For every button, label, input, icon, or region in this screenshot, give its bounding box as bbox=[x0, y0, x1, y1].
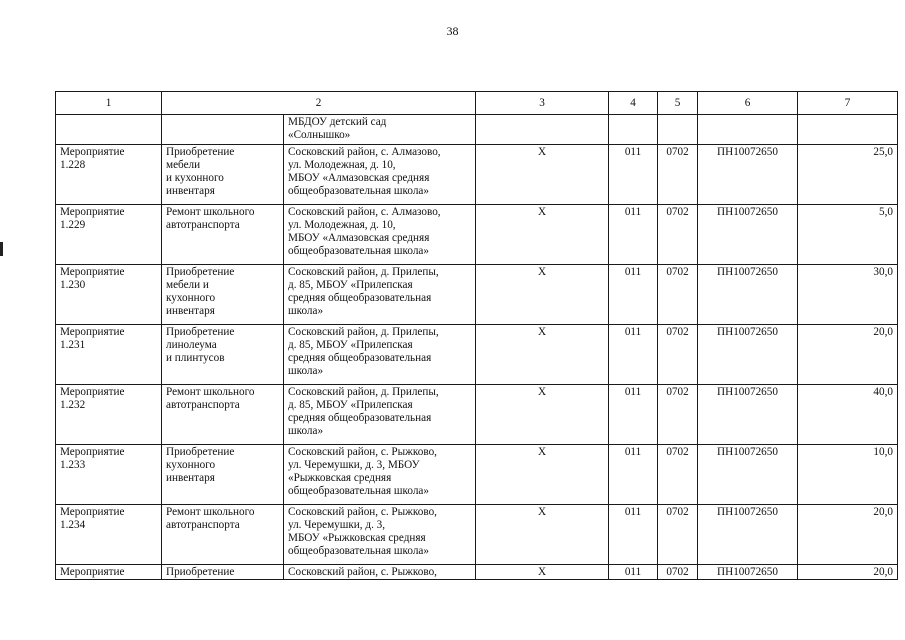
table-cell bbox=[56, 115, 162, 145]
header-cell: 4 bbox=[609, 92, 658, 115]
table-cell bbox=[476, 115, 609, 145]
cell-line: ул. Молодежная, д. 10, bbox=[288, 219, 396, 231]
cell-line: Приобретение bbox=[166, 566, 235, 578]
budget-table bbox=[55, 91, 898, 580]
table-row bbox=[56, 265, 898, 325]
event-name-cell bbox=[162, 265, 284, 325]
cell-line: Мероприятие bbox=[60, 506, 125, 518]
location-cell bbox=[284, 145, 476, 205]
cell-line: общеобразовательная школа» bbox=[288, 485, 429, 497]
col4-cell: 011 bbox=[609, 145, 658, 205]
col6-cell: ПН10072650 bbox=[698, 145, 798, 205]
event-number-cell bbox=[56, 565, 162, 580]
col5-cell: 0702 bbox=[658, 325, 698, 385]
location-cell bbox=[284, 115, 476, 145]
event-number-cell bbox=[56, 325, 162, 385]
page-number: 38 bbox=[446, 24, 459, 38]
col3-cell: Х bbox=[476, 445, 609, 505]
table-row bbox=[56, 145, 898, 205]
cell-line: инвентаря bbox=[166, 185, 215, 197]
event-name-cell bbox=[162, 205, 284, 265]
table-cell bbox=[798, 115, 898, 145]
cell-line: МБДОУ детский сад bbox=[288, 116, 387, 128]
cell-line: 1.228 bbox=[60, 159, 86, 171]
cell-line: средняя общеобразовательная bbox=[288, 412, 432, 424]
table-cell bbox=[609, 115, 658, 145]
cell-line: Сосковский район, д. Прилепы, bbox=[288, 386, 439, 398]
amount-cell: 40,0 bbox=[798, 385, 898, 445]
cell-line: мебели bbox=[166, 159, 201, 171]
col6-cell: ПН10072650 bbox=[698, 565, 798, 580]
cell-line: средняя общеобразовательная bbox=[288, 292, 432, 304]
cell-line: 1.232 bbox=[60, 399, 86, 411]
col4-cell: 011 bbox=[609, 565, 658, 580]
cell-line: ул. Черемушки, д. 3, bbox=[288, 519, 386, 531]
event-name-cell bbox=[162, 445, 284, 505]
cell-line: Мероприятие bbox=[60, 266, 125, 278]
col5-cell: 0702 bbox=[658, 145, 698, 205]
event-number-cell bbox=[56, 205, 162, 265]
cell-line: автотранспорта bbox=[166, 519, 240, 531]
location-cell bbox=[284, 505, 476, 565]
cell-line: «Солнышко» bbox=[288, 129, 351, 141]
col4-cell: 011 bbox=[609, 505, 658, 565]
cell-line: общеобразовательная школа» bbox=[288, 185, 429, 197]
cell-line: инвентаря bbox=[166, 305, 215, 317]
event-number-cell bbox=[56, 145, 162, 205]
location-cell bbox=[284, 445, 476, 505]
cell-line: «Рыжковская средняя bbox=[288, 472, 392, 484]
col5-cell: 0702 bbox=[658, 445, 698, 505]
col5-cell: 0702 bbox=[658, 505, 698, 565]
header-cell: 2 bbox=[162, 92, 476, 115]
cell-line: Сосковский район, с. Рыжково, bbox=[288, 566, 437, 578]
cell-line: 1.231 bbox=[60, 339, 86, 351]
cell-line: Ремонт школьного bbox=[166, 386, 255, 398]
header-cell: 1 bbox=[56, 92, 162, 115]
cell-line: д. 85, МБОУ «Прилепская bbox=[288, 279, 413, 291]
table-row bbox=[56, 445, 898, 505]
col4-cell: 011 bbox=[609, 325, 658, 385]
event-name-cell bbox=[162, 325, 284, 385]
cell-line: Сосковский район, с. Рыжково, bbox=[288, 506, 437, 518]
cell-line: Сосковский район, д. Прилепы, bbox=[288, 326, 439, 338]
cell-line: и плинтусов bbox=[166, 352, 225, 364]
scan-edge-mark bbox=[0, 242, 3, 256]
cell-line: линолеума bbox=[166, 339, 217, 351]
cell-line: д. 85, МБОУ «Прилепская bbox=[288, 399, 413, 411]
col3-cell: Х bbox=[476, 265, 609, 325]
event-name-cell bbox=[162, 145, 284, 205]
cell-line: школа» bbox=[288, 425, 324, 437]
col3-cell: Х bbox=[476, 325, 609, 385]
cell-line: Сосковский район, с. Рыжково, bbox=[288, 446, 437, 458]
event-number-cell bbox=[56, 445, 162, 505]
event-number-cell bbox=[56, 505, 162, 565]
cell-line: Сосковский район, с. Алмазово, bbox=[288, 146, 441, 158]
cell-line: автотранспорта bbox=[166, 219, 240, 231]
cell-line: Приобретение bbox=[166, 266, 235, 278]
cell-line: средняя общеобразовательная bbox=[288, 352, 432, 364]
table-cell bbox=[658, 115, 698, 145]
cell-line: общеобразовательная школа» bbox=[288, 245, 429, 257]
cell-line: мебели и bbox=[166, 279, 209, 291]
cell-line: 1.230 bbox=[60, 279, 86, 291]
amount-cell: 5,0 bbox=[798, 205, 898, 265]
cell-line: автотранспорта bbox=[166, 399, 240, 411]
table-row bbox=[56, 385, 898, 445]
cell-line: 1.234 bbox=[60, 519, 86, 531]
event-number-cell bbox=[56, 265, 162, 325]
cell-line: ул. Молодежная, д. 10, bbox=[288, 159, 396, 171]
cell-line: школа» bbox=[288, 305, 324, 317]
amount-cell: 10,0 bbox=[798, 445, 898, 505]
col5-cell: 0702 bbox=[658, 565, 698, 580]
cell-line: и кухонного bbox=[166, 172, 224, 184]
amount-cell: 20,0 bbox=[798, 325, 898, 385]
col3-cell: Х bbox=[476, 565, 609, 580]
col4-cell: 011 bbox=[609, 265, 658, 325]
col4-cell: 011 bbox=[609, 385, 658, 445]
header-cell: 6 bbox=[698, 92, 798, 115]
cell-line: Мероприятие bbox=[60, 566, 125, 578]
location-cell bbox=[284, 265, 476, 325]
col5-cell: 0702 bbox=[658, 205, 698, 265]
amount-cell: 25,0 bbox=[798, 145, 898, 205]
table-cell bbox=[698, 115, 798, 145]
col3-cell: Х bbox=[476, 385, 609, 445]
table-row bbox=[56, 325, 898, 385]
event-name-cell bbox=[162, 505, 284, 565]
cell-line: МБОУ «Алмазовская средняя bbox=[288, 232, 430, 244]
continuation-row bbox=[56, 115, 898, 145]
location-cell bbox=[284, 325, 476, 385]
header-row bbox=[56, 92, 898, 115]
cell-line: 1.229 bbox=[60, 219, 86, 231]
location-cell bbox=[284, 385, 476, 445]
cell-line: Сосковский район, с. Алмазово, bbox=[288, 206, 441, 218]
table-row bbox=[56, 565, 898, 580]
cell-line: школа» bbox=[288, 365, 324, 377]
amount-cell: 20,0 bbox=[798, 565, 898, 580]
event-name-cell bbox=[162, 565, 284, 580]
cell-line: Мероприятие bbox=[60, 326, 125, 338]
location-cell bbox=[284, 565, 476, 580]
cell-line: 1.233 bbox=[60, 459, 86, 471]
header-cell: 3 bbox=[476, 92, 609, 115]
table-row bbox=[56, 205, 898, 265]
col5-cell: 0702 bbox=[658, 385, 698, 445]
col4-cell: 011 bbox=[609, 205, 658, 265]
col6-cell: ПН10072650 bbox=[698, 325, 798, 385]
header-cell: 7 bbox=[798, 92, 898, 115]
cell-line: Приобретение bbox=[166, 326, 235, 338]
col5-cell: 0702 bbox=[658, 265, 698, 325]
cell-line: Ремонт школьного bbox=[166, 206, 255, 218]
location-cell bbox=[284, 205, 476, 265]
cell-line: д. 85, МБОУ «Прилепская bbox=[288, 339, 413, 351]
table-row bbox=[56, 505, 898, 565]
event-name-cell bbox=[162, 385, 284, 445]
cell-line: Мероприятие bbox=[60, 446, 125, 458]
cell-line: Ремонт школьного bbox=[166, 506, 255, 518]
col4-cell: 011 bbox=[609, 445, 658, 505]
cell-line: Сосковский район, д. Прилепы, bbox=[288, 266, 439, 278]
cell-line: Приобретение bbox=[166, 146, 235, 158]
col6-cell: ПН10072650 bbox=[698, 205, 798, 265]
amount-cell: 20,0 bbox=[798, 505, 898, 565]
amount-cell: 30,0 bbox=[798, 265, 898, 325]
cell-line: Мероприятие bbox=[60, 146, 125, 158]
table-cell bbox=[162, 115, 284, 145]
col3-cell: Х bbox=[476, 205, 609, 265]
cell-line: кухонного bbox=[166, 292, 216, 304]
header-cell: 5 bbox=[658, 92, 698, 115]
cell-line: МБОУ «Алмазовская средняя bbox=[288, 172, 430, 184]
col6-cell: ПН10072650 bbox=[698, 265, 798, 325]
cell-line: ул. Черемушки, д. 3, МБОУ bbox=[288, 459, 420, 471]
col3-cell: Х bbox=[476, 145, 609, 205]
cell-line: кухонного bbox=[166, 459, 216, 471]
col3-cell: Х bbox=[476, 505, 609, 565]
col6-cell: ПН10072650 bbox=[698, 445, 798, 505]
cell-line: инвентаря bbox=[166, 472, 215, 484]
col6-cell: ПН10072650 bbox=[698, 385, 798, 445]
cell-line: Приобретение bbox=[166, 446, 235, 458]
cell-line: Мероприятие bbox=[60, 386, 125, 398]
cell-line: МБОУ «Рыжковская средняя bbox=[288, 532, 426, 544]
event-number-cell bbox=[56, 385, 162, 445]
cell-line: общеобразовательная школа» bbox=[288, 545, 429, 557]
col6-cell: ПН10072650 bbox=[698, 505, 798, 565]
cell-line: Мероприятие bbox=[60, 206, 125, 218]
